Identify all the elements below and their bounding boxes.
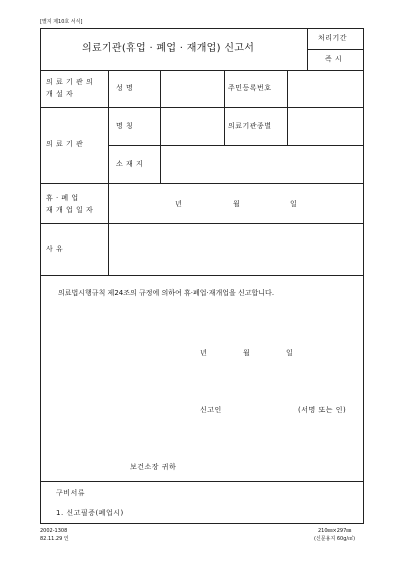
form-code: [별지 제10호 서식]: [40, 19, 83, 25]
institution-name-field[interactable]: [161, 108, 223, 144]
processing-divider: [307, 49, 363, 50]
dates-day-label: 일: [290, 200, 298, 208]
documents-top-line: [40, 481, 363, 482]
addressee: 보건소장 귀하: [130, 463, 177, 471]
dates-label-line1: 휴 · 폐 업: [46, 194, 79, 202]
institution-address-field[interactable]: [161, 146, 361, 182]
founder-name-label: 성 명: [116, 84, 134, 92]
applicant-sign-note: (서명 또는 인): [298, 406, 347, 414]
founder-label-line2: 개 설 자: [46, 90, 74, 98]
institution-name-label: 명 칭: [116, 122, 134, 130]
declaration-text: 의료법시행규칙 제24조의 규정에 의하여 휴·폐업·재개업을 신고합니다.: [58, 289, 275, 297]
form-title: 의료기관(휴업 · 폐업 · 재개업) 신고서: [82, 43, 255, 54]
institution-group-label: 의 료 기 관: [46, 140, 84, 148]
dates-month-label: 월: [233, 200, 241, 208]
sign-year-label: 년: [200, 349, 208, 357]
dates-year-label: 년: [175, 200, 183, 208]
processing-period-label: 처리기간: [318, 34, 348, 42]
documents-heading: 구비서류: [56, 489, 86, 497]
founder-id-field[interactable]: [288, 71, 362, 107]
footer-left-line1: 2002-1308: [40, 528, 68, 534]
footer-right-line1: 210㎜×297㎜: [318, 528, 352, 534]
reason-bottom-line: [40, 275, 363, 276]
footer-right-line2: (신문용지 60g/㎡): [314, 536, 356, 542]
institution-type-label: 의료기관종별: [228, 122, 272, 130]
founder-label-line1: 의 료 기 관 의: [46, 78, 94, 86]
sign-month-label: 월: [243, 349, 251, 357]
sign-day-label: 일: [286, 349, 294, 357]
applicant-label: 신고인: [200, 406, 222, 414]
dates-field[interactable]: [109, 184, 361, 222]
processing-period-value: 즉 시: [325, 55, 343, 63]
applicant-name-field[interactable]: [226, 404, 292, 416]
founder-id-label: 주민등록번호: [228, 84, 272, 92]
footer-left-line2: 82.11.29 인: [40, 536, 69, 542]
dates-label-line2: 재 개 업 일 자: [46, 206, 94, 214]
documents-item-1: 1. 신고필증(폐업시): [56, 509, 124, 517]
reason-field[interactable]: [109, 224, 361, 274]
institution-type-field[interactable]: [288, 108, 362, 144]
institution-address-label: 소 재 지: [116, 160, 144, 168]
founder-name-field[interactable]: [161, 71, 223, 107]
reason-label: 사 유: [46, 245, 64, 253]
